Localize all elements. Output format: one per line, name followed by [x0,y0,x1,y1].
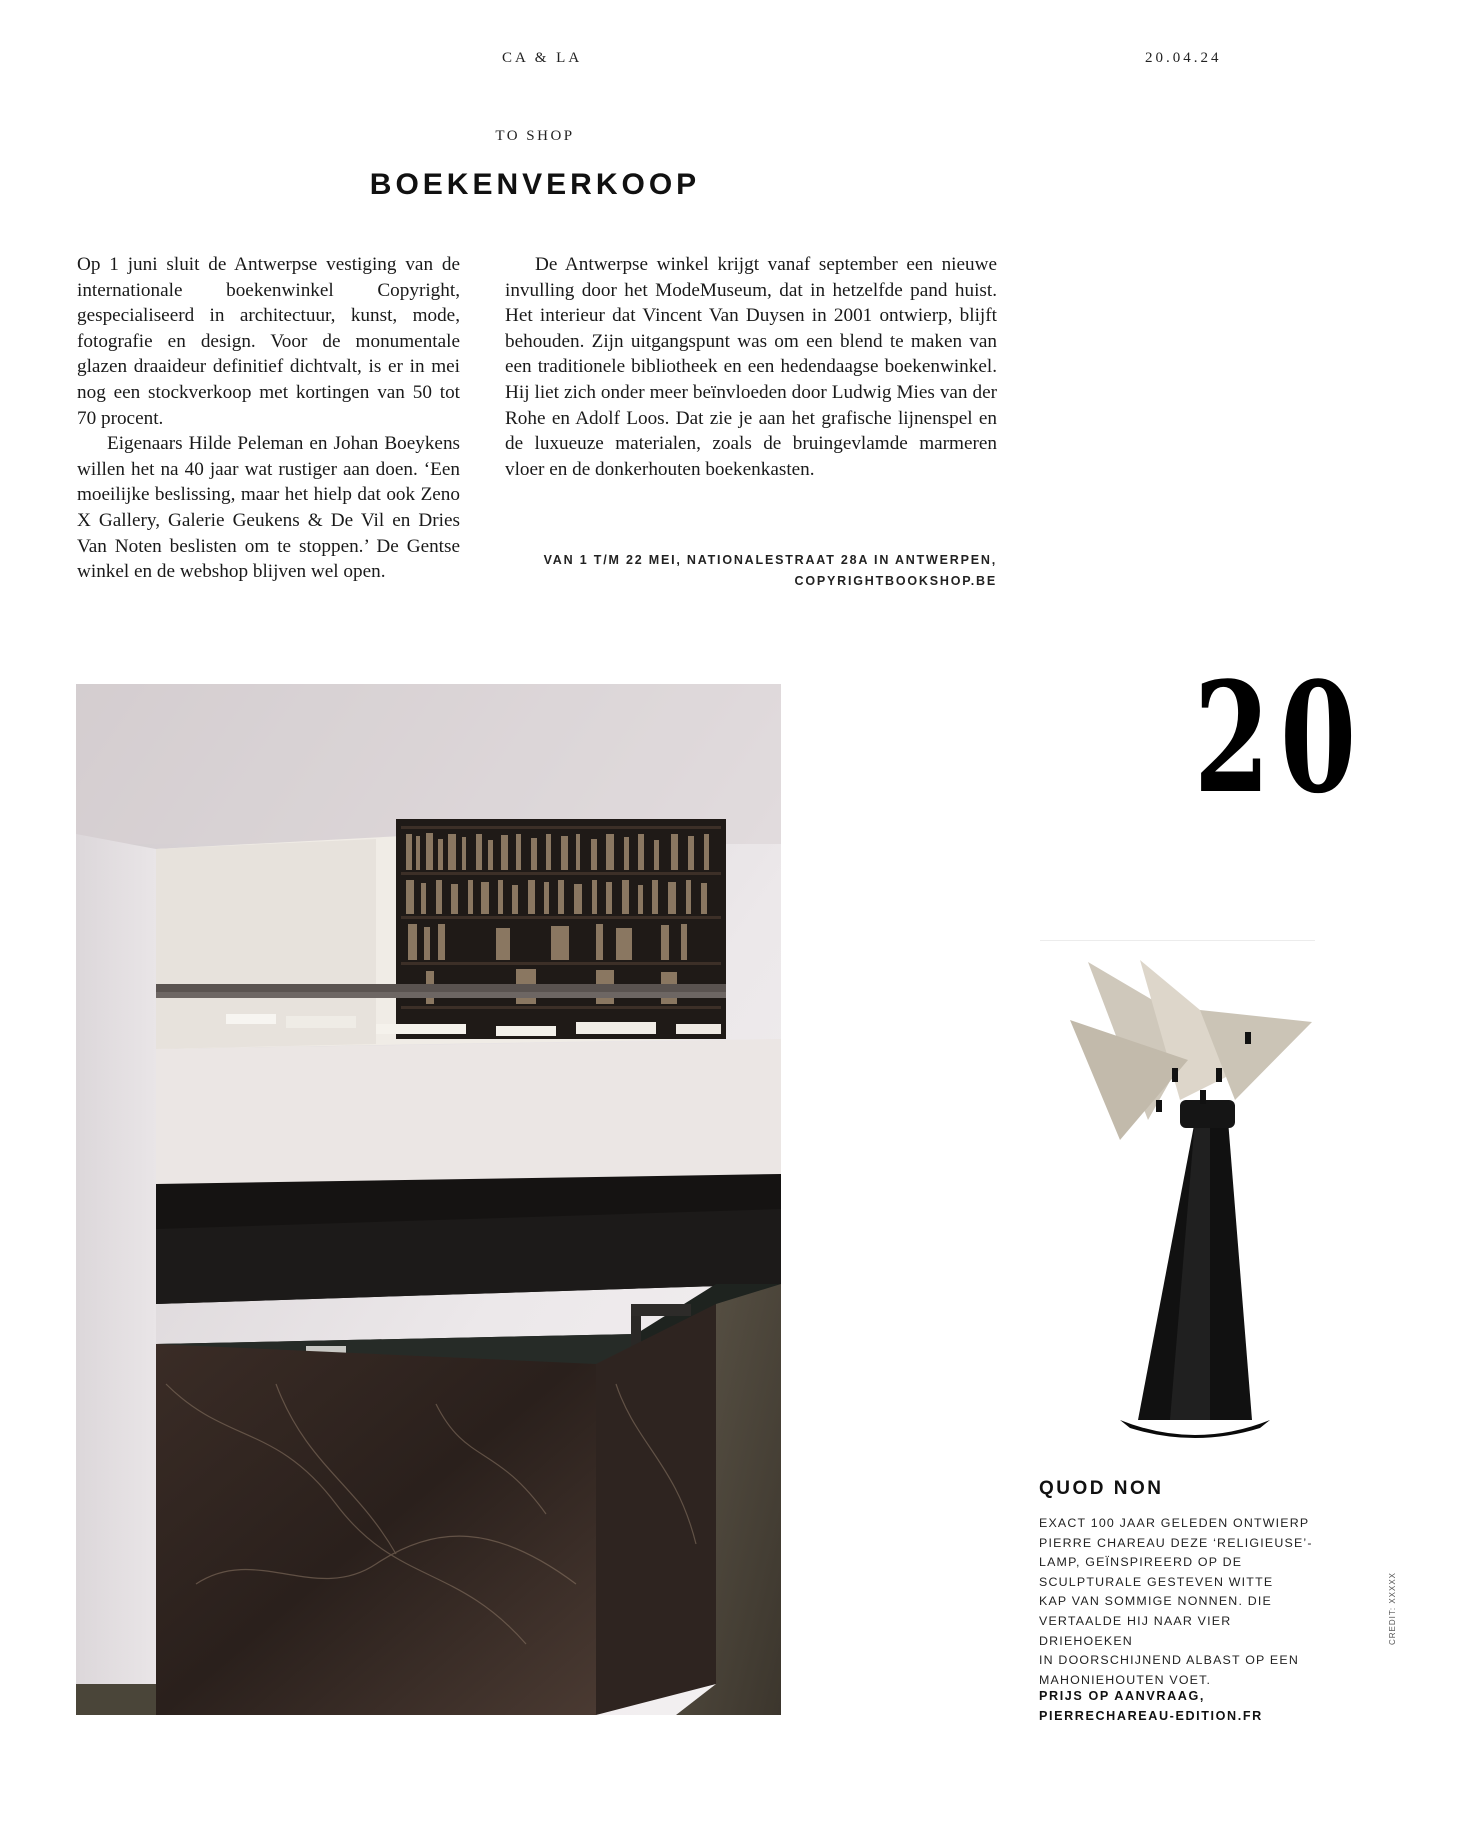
masthead-title: CA & LA [502,50,583,66]
article-paragraph: Eigenaars Hilde Peleman en Johan Boeykens willen het na 40 jaar wat rustiger aan doen. ‘Een moeilijke beslissing, maar het hielp dat ook Zeno X Gallery, Galerie Geukens & De Vil en Dries Van Noten beslisten om te stoppen.’ De Gentse winkel en de webshop blijven wel open. [77,433,460,583]
shop-info [505,550,997,592]
article-column-right [505,252,997,482]
product-description-line: MAHONIEHOUTEN VOET. [1039,1672,1212,1687]
photo-credit: CREDIT: XXXXX [1388,1571,1397,1645]
product-description-line: SCULPTURALE GESTEVEN WITTE [1039,1574,1274,1589]
product-price-line: PRIJS OP AANVRAAG, [1039,1689,1205,1703]
product-description-line: IN DOORSCHIJNEND ALBAST OP EEN [1039,1653,1300,1668]
product-website: PIERRECHAREAU-EDITION.FR [1039,1709,1263,1723]
product-description-line: EXACT 100 JAAR GELEDEN ONTWIERP [1039,1516,1310,1530]
page-number: 20 [1193,648,1367,827]
product-description-line: KAP VAN SOMMIGE NONNEN. DIE [1039,1594,1272,1609]
divider [1040,940,1315,941]
product-price [1039,1686,1339,1726]
article-paragraph: De Antwerpse winkel krijgt vanaf september een nieuwe invulling door het ModeMuseum, dat in hetzelfde pand huist. Het interieur dat Vincent Van Duysen in 2001 ontwierp, blijft behouden. Zijn uitgangspunt was om een blend te maken van een traditionele bibliotheek en een hedendaagse boekenwinkel. Hij liet zich onder meer beïnvloeden door Ludwig Mies van der Rohe en Adolf Loos. Dat zie je aan het grafische lijnenspel en de luxueuze materialen, zoals de bruingevlamde marmeren vloer en de donkerhouten boekenkasten. [505,254,997,480]
issue-date: 20.04.24 [1145,50,1222,66]
product-description-line: LAMP, GEÏNSPIREERD OP DE [1039,1555,1243,1570]
shop-info-line: VAN 1 T/M 22 MEI, NATIONALESTRAAT 28A IN ANTWERPEN, [543,553,997,567]
product-name: QUOD NON [1039,1478,1164,1499]
article-headline: BOEKENVERKOOP [369,168,701,201]
product-description [1039,1514,1329,1690]
article-paragraph: Op 1 juni sluit de Antwerpse vestiging van de internationale boekenwinkel Copyright, gespecialiseerd in architectuur, kunst, mode, fotografie en design. Voor de monumentale glazen draaideur definitief dichtvalt, is er in mei nog een stockverkoop met kortingen van 50 tot 70 procent. [77,254,460,429]
shop-info-line: COPYRIGHTBOOKSHOP.BE [794,574,997,588]
product-description-line: VERTAALDE HIJ NAAR VIER DRIEHOEKEN [1039,1613,1232,1648]
article-column-left [77,252,460,585]
bookshop-interior-photo [76,684,781,1715]
lamp-photo [1060,950,1330,1440]
product-description-line: PIERRE CHAREAU DEZE ‘RELIGIEUSE’- [1039,1535,1313,1550]
section-label: TO SHOP [495,128,575,144]
